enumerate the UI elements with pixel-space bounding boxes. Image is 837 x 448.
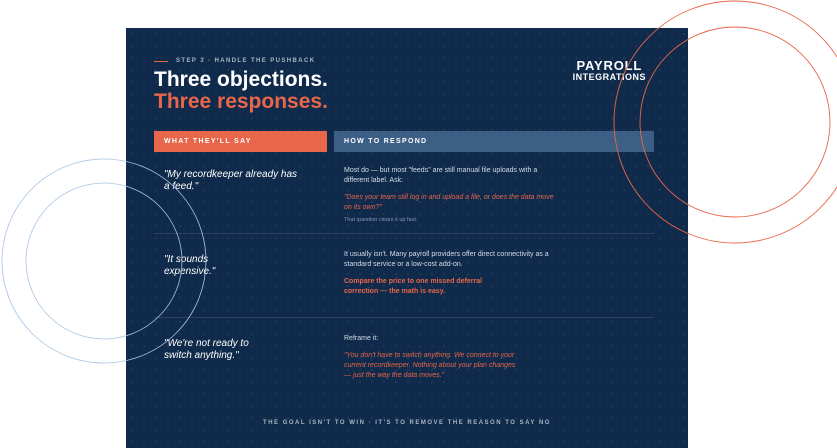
step-label: [154, 58, 315, 64]
response-text: Most do — but most "feeds" are still manual file uploads with a different label. Ask:: [344, 167, 538, 184]
objection-response: [344, 166, 559, 224]
column-header-what-theyll-say: WHAT THEY'LL SAY: [154, 131, 327, 152]
response-highlight: "Does your team still log in and upload a file, or does the data move on its own?": [344, 194, 554, 211]
response-highlight: Compare the price to one missed deferral correction — the math is easy.: [344, 278, 483, 295]
objection-response: [344, 334, 524, 384]
objection-row-3: [154, 318, 654, 398]
objection-quote: "It sounds expensive.": [164, 254, 216, 277]
payroll-integrations-logo: [573, 59, 646, 83]
title-line-1: Three objections.: [154, 68, 328, 91]
response-text: Reframe it:: [344, 335, 379, 342]
response-highlight: "You don't have to switch anything. We connect to your current recordkeeper. Nothing about your plan changes — just the way the data moves.": [344, 352, 516, 379]
objection-quote: "My recordkeeper already has a feed.": [164, 169, 298, 192]
step-text: STEP 3 · HANDLE THE PUSHBACK: [176, 58, 316, 64]
logo-line-2: INTEGRATIONS: [572, 72, 646, 82]
objection-row-2: [154, 234, 654, 318]
column-header-how-to-respond: HOW TO RESPOND: [334, 131, 654, 152]
logo-line-1: PAYROLL: [576, 58, 643, 73]
footer-tagline: THE GOAL ISN'T TO WIN · IT'S TO REMOVE THE REASON TO SAY NO: [263, 420, 551, 426]
response-text: It usually isn't. Many payroll providers offer direct connectivity as a standard service or a low-cost add-on.: [344, 251, 549, 268]
objection-row-1: [154, 162, 654, 234]
slide-card: [126, 28, 688, 448]
response-note: That question clears it up fast.: [344, 217, 418, 223]
objection-response: [344, 250, 559, 297]
objection-quote: "We're not ready to switch anything.": [164, 338, 249, 361]
step-rule: [154, 61, 168, 62]
title-line-2: Three responses.: [154, 90, 328, 113]
